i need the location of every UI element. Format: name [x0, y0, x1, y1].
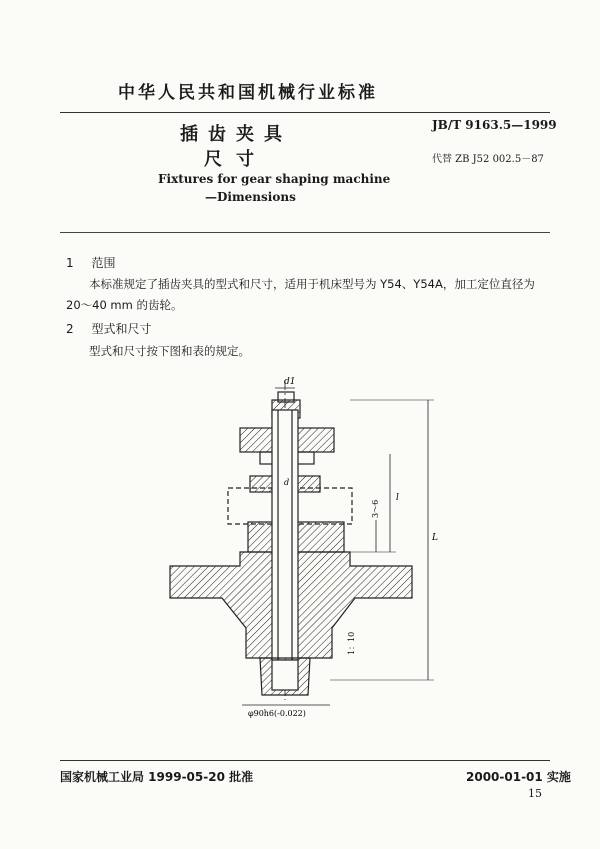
section-1-text: 本标准规定了插齿夹具的型式和尺寸，适用于机床型号为 Y54、Y54A，加工定位直径为 20～40 mm 的齿轮。: [66, 277, 535, 312]
section-2-number: 2: [66, 322, 74, 336]
taper-label: 1：10: [347, 631, 356, 655]
section-1-heading: [66, 254, 115, 271]
effective-date: 2000-01-01 实施: [466, 770, 571, 784]
document-title-cn-line1: 插齿夹具: [180, 124, 292, 145]
standard-number: JB/T 9163.5—1999: [432, 118, 557, 132]
title-separator: [60, 232, 550, 233]
diameter-label: φ90h6(-0.022): [248, 709, 306, 718]
header-rule: [60, 112, 550, 113]
approval-info: 国家机械工业局 1999-05-20 批准: [60, 770, 254, 784]
d1-label: d1: [284, 377, 296, 387]
section-2-heading: [66, 320, 151, 337]
section-1-title: 范围: [91, 256, 116, 270]
d-label: d: [284, 478, 290, 487]
document-title-en-line1: Fixtures for gear shaping machine: [158, 172, 391, 186]
gap-label: 3～6: [371, 499, 380, 518]
page-number: 15: [528, 787, 542, 800]
document-title-en-line2: —Dimensions: [205, 190, 296, 204]
l-label: l: [396, 493, 399, 503]
document-title-cn-line2: 尺寸: [204, 149, 268, 170]
footer-rule: [60, 760, 550, 761]
standard-category-title: 中华人民共和国机械行业标准: [118, 83, 378, 103]
L-label: L: [432, 533, 438, 543]
section-2-text: 型式和尺寸按下图和表的规定。: [89, 344, 250, 358]
fixture-drawing: [150, 370, 450, 730]
section-2-title: 型式和尺寸: [91, 322, 152, 336]
section-1-number: 1: [66, 256, 74, 270]
replaces-standard: 代替 ZB J52 002.5－87: [432, 154, 544, 165]
